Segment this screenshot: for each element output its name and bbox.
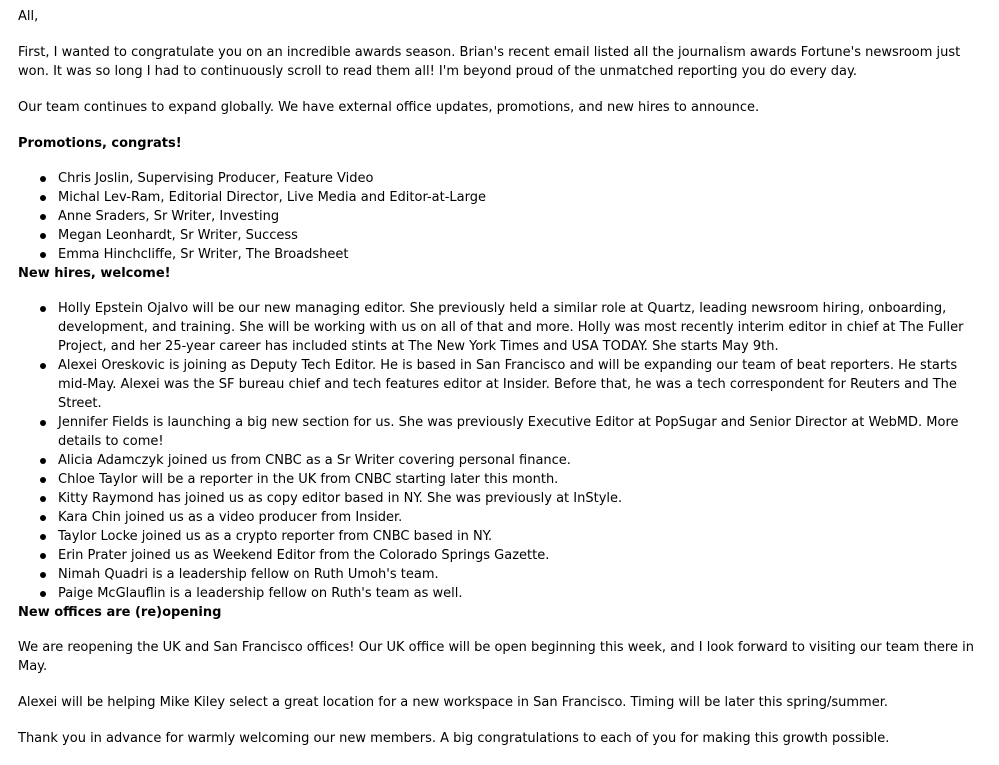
- list-item-text: Alexei Oreskovic is joining as Deputy Tech Editor. He is based in San Francisco and will be expanding our team of beat reporters. He starts mid-May. Alexei was the SF bureau chief and tech features editor at Insider. Before that, he was a tech correspondent for Reuters and The Street.: [58, 358, 958, 411]
- list-item: [58, 413, 990, 451]
- list-item: [58, 489, 990, 508]
- bullet-icon: [40, 306, 46, 312]
- list-item: [58, 527, 990, 546]
- bullet-icon: [40, 252, 46, 258]
- list-item: [58, 245, 990, 264]
- promotions-heading: Promotions, congrats!: [18, 136, 182, 151]
- list-item-text: Holly Epstein Ojalvo will be our new managing editor. She previously held a similar role at Quartz, leading newsroom hiring, onboarding, development, and training. She will be working with us on all of that and more. Holly was most recently interim editor in chief at The Fuller Project, and her 25-year career has included stints at The New York Times and USA TODAY. She starts May 9th.: [58, 301, 964, 354]
- new-hires-heading: New hires, welcome!: [18, 266, 171, 281]
- bullet-icon: [40, 233, 46, 239]
- bullet-icon: [40, 515, 46, 521]
- list-item: [58, 226, 990, 245]
- list-item: [58, 470, 990, 489]
- offices-heading: New offices are (re)opening: [18, 605, 222, 620]
- new-hires-list: [18, 299, 990, 603]
- list-item-text: Alicia Adamczyk joined us from CNBC as a Sr Writer covering personal finance.: [58, 453, 571, 468]
- bullet-icon: [40, 591, 46, 597]
- list-item: [58, 169, 990, 188]
- list-item-text: Jennifer Fields is launching a big new section for us. She was previously Executive Editor at PopSugar and Senior Director at WebMD. More details to come!: [58, 415, 959, 449]
- offices-paragraph-2: Alexei will be helping Mike Kiley select a great location for a new workspace in San Francisco. Timing will be later this spring/summer.: [18, 695, 888, 710]
- email-body: [18, 7, 990, 765]
- bullet-icon: [40, 458, 46, 464]
- bullet-icon: [40, 195, 46, 201]
- offices-paragraph-1: We are reopening the UK and San Francisco offices! Our UK office will be open beginning this week, and I look forward to visiting our team there in May.: [18, 640, 974, 674]
- list-item-text: Anne Sraders, Sr Writer, Investing: [58, 209, 280, 224]
- bullet-icon: [40, 420, 46, 426]
- list-item-text: Chloe Taylor will be a reporter in the UK from CNBC starting later this month.: [58, 472, 559, 487]
- bullet-icon: [40, 176, 46, 182]
- bullet-icon: [40, 534, 46, 540]
- bullet-icon: [40, 363, 46, 369]
- list-item-text: Taylor Locke joined us as a crypto reporter from CNBC based in NY.: [58, 529, 493, 544]
- list-item: [58, 546, 990, 565]
- list-item: [58, 508, 990, 527]
- bullet-icon: [40, 572, 46, 578]
- list-item-text: Emma Hinchcliffe, Sr Writer, The Broadsheet: [58, 247, 349, 262]
- intro-paragraph-1: First, I wanted to congratulate you on an incredible awards season. Brian's recent email listed all the journalism awards Fortune's newsroom just won. It was so long I had to continuously scroll to read them all! I'm beyond proud of the unmatched reporting you do every day.: [18, 45, 961, 79]
- bullet-icon: [40, 496, 46, 502]
- bullet-icon: [40, 214, 46, 220]
- bullet-icon: [40, 553, 46, 559]
- list-item: [58, 584, 990, 603]
- list-item: [58, 356, 990, 413]
- promotions-list: [18, 169, 990, 264]
- list-item-text: Chris Joslin, Supervising Producer, Feature Video: [58, 171, 374, 186]
- list-item-text: Paige McGlauflin is a leadership fellow on Ruth's team as well.: [58, 586, 463, 601]
- list-item: [58, 451, 990, 470]
- list-item-text: Michal Lev-Ram, Editorial Director, Live Media and Editor-at-Large: [58, 190, 487, 205]
- closing-paragraph: Thank you in advance for warmly welcoming our new members. A big congratulations to each of you for making this growth possible.: [18, 731, 890, 746]
- bullet-icon: [40, 477, 46, 483]
- list-item: [58, 207, 990, 226]
- list-item-text: Kitty Raymond has joined us as copy editor based in NY. She was previously at InStyle.: [58, 491, 623, 506]
- list-item-text: Megan Leonhardt, Sr Writer, Success: [58, 228, 298, 243]
- list-item-text: Nimah Quadri is a leadership fellow on Ruth Umoh's team.: [58, 567, 439, 582]
- greeting: All,: [18, 9, 39, 24]
- list-item-text: Erin Prater joined us as Weekend Editor from the Colorado Springs Gazette.: [58, 548, 550, 563]
- list-item: [58, 188, 990, 207]
- list-item: [58, 299, 990, 356]
- list-item: [58, 565, 990, 584]
- list-item-text: Kara Chin joined us as a video producer from Insider.: [58, 510, 403, 525]
- intro-paragraph-2: Our team continues to expand globally. We have external office updates, promotions, and new hires to announce.: [18, 100, 760, 115]
